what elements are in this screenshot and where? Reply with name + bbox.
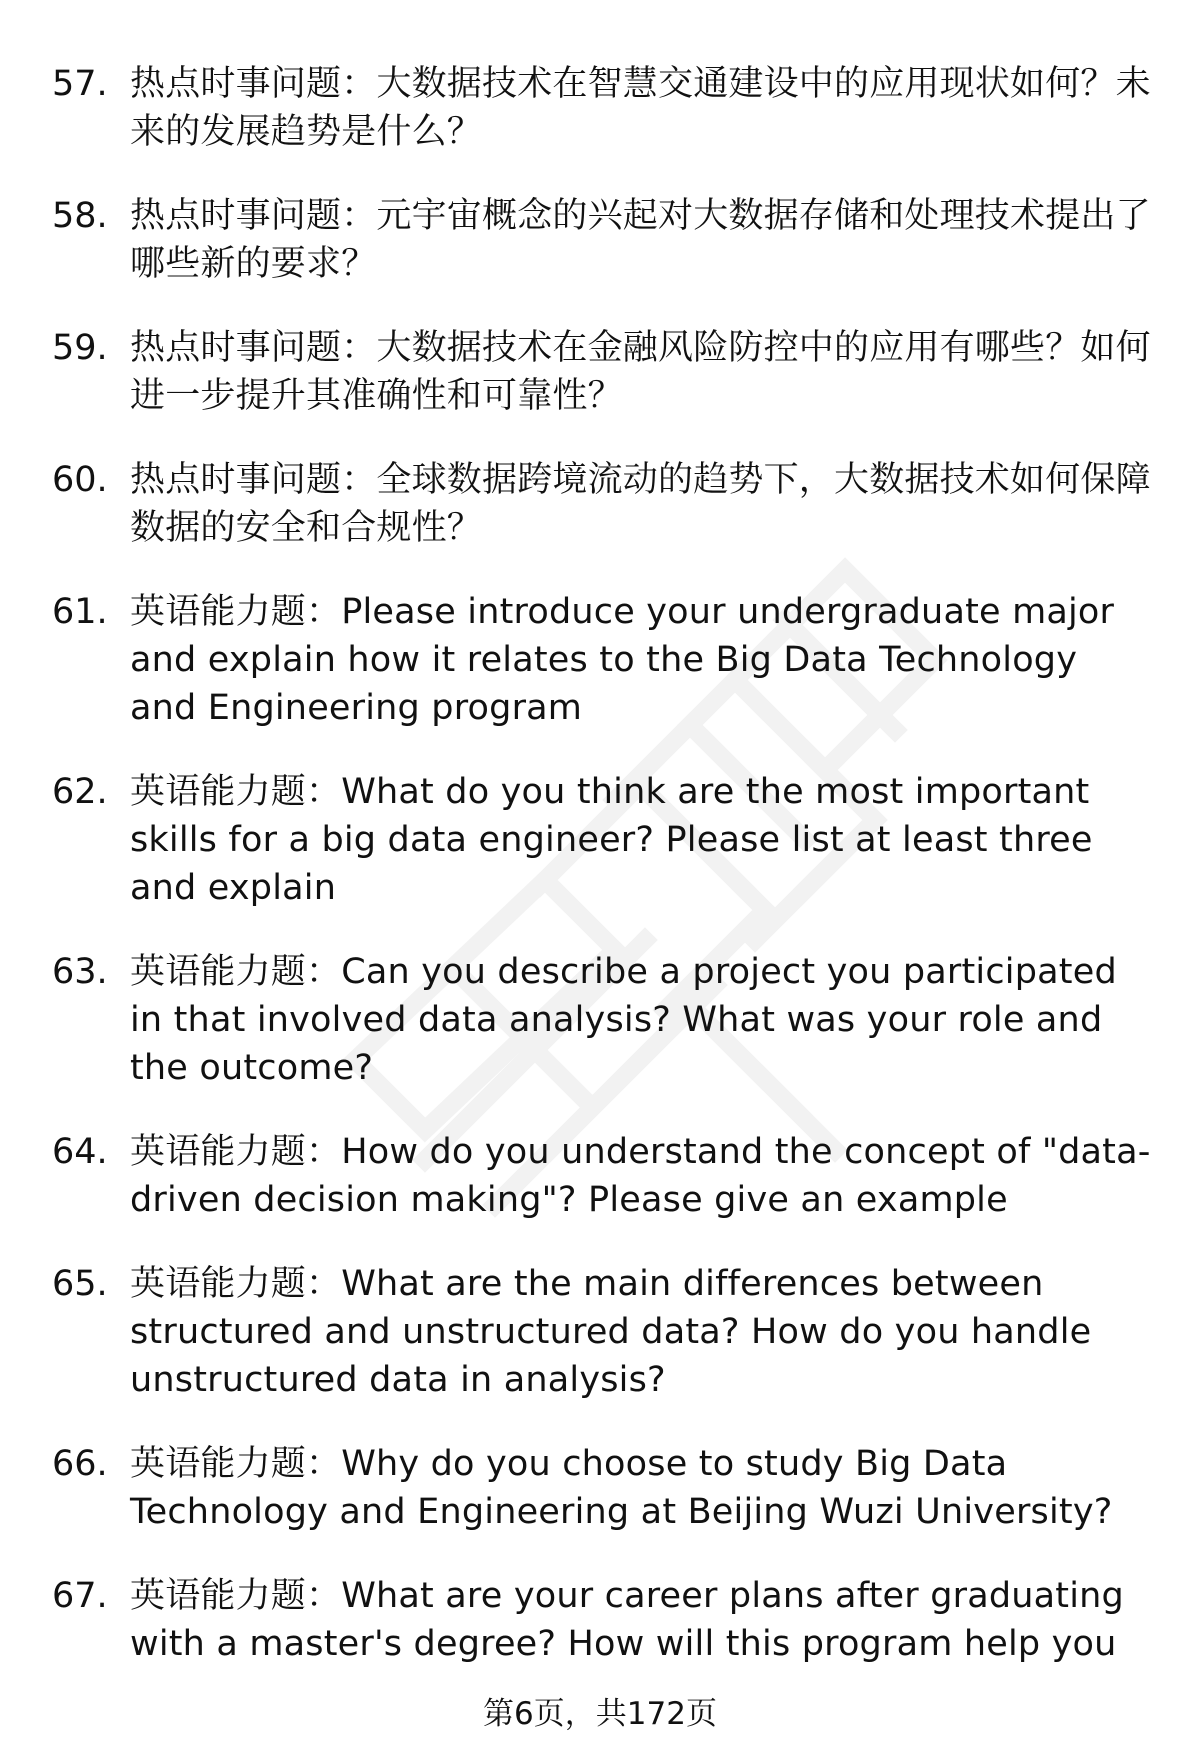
question-item <box>52 192 1152 288</box>
question-number: 58. <box>52 196 108 236</box>
question-item <box>52 948 1152 1092</box>
question-text: 英语能力题：What are the main differences between structured and unstructured data? How do you handle unstructured data in analysis? <box>130 1264 1092 1400</box>
question-text: 英语能力题：Why do you choose to study Big Data Technology and Engineering at Beijing Wuzi University? <box>130 1444 1113 1532</box>
question-number: 57. <box>52 64 108 104</box>
question-item <box>52 1260 1152 1404</box>
question-text: 英语能力题：Can you describe a project you participated in that involved data analysis? What was your role and the outcome? <box>130 952 1117 1088</box>
question-list <box>52 60 1152 1704</box>
question-number: 64. <box>52 1132 108 1172</box>
question-item <box>52 1572 1152 1668</box>
question-text: 热点时事问题：大数据技术在金融风险防控中的应用有哪些？如何进一步提升其准确性和可靠性？ <box>130 328 1151 416</box>
question-text: 英语能力题：What do you think are the most important skills for a big data engineer? Please list at least three and explain <box>130 772 1093 908</box>
question-text: 英语能力题：How do you understand the concept of "data-driven decision making"? Please give an example <box>130 1132 1151 1220</box>
question-item <box>52 588 1152 732</box>
question-item <box>52 456 1152 552</box>
question-item <box>52 1128 1152 1224</box>
question-number: 60. <box>52 460 108 500</box>
question-number: 66. <box>52 1444 108 1484</box>
question-number: 61. <box>52 592 108 632</box>
question-item <box>52 768 1152 912</box>
question-text: 英语能力题：Please introduce your undergraduate major and explain how it relates to the Big Data Technology and Engineering program <box>130 592 1115 728</box>
question-number: 59. <box>52 328 108 368</box>
question-number: 62. <box>52 772 108 812</box>
page-footer: 第6页，共172页 <box>483 1696 717 1732</box>
question-item <box>52 1440 1152 1536</box>
question-number: 67. <box>52 1576 108 1616</box>
question-text: 热点时事问题：全球数据跨境流动的趋势下，大数据技术如何保障数据的安全和合规性？ <box>130 460 1151 548</box>
question-item <box>52 60 1152 156</box>
question-number: 65. <box>52 1264 108 1304</box>
question-text: 热点时事问题：元宇宙概念的兴起对大数据存储和处理技术提出了哪些新的要求？ <box>130 196 1151 284</box>
question-text: 英语能力题：What are your career plans after graduating with a master's degree? How will this program help you <box>130 1576 1124 1664</box>
question-item <box>52 324 1152 420</box>
question-number: 63. <box>52 952 108 992</box>
question-text: 热点时事问题：大数据技术在智慧交通建设中的应用现状如何？未来的发展趋势是什么？ <box>130 64 1151 152</box>
